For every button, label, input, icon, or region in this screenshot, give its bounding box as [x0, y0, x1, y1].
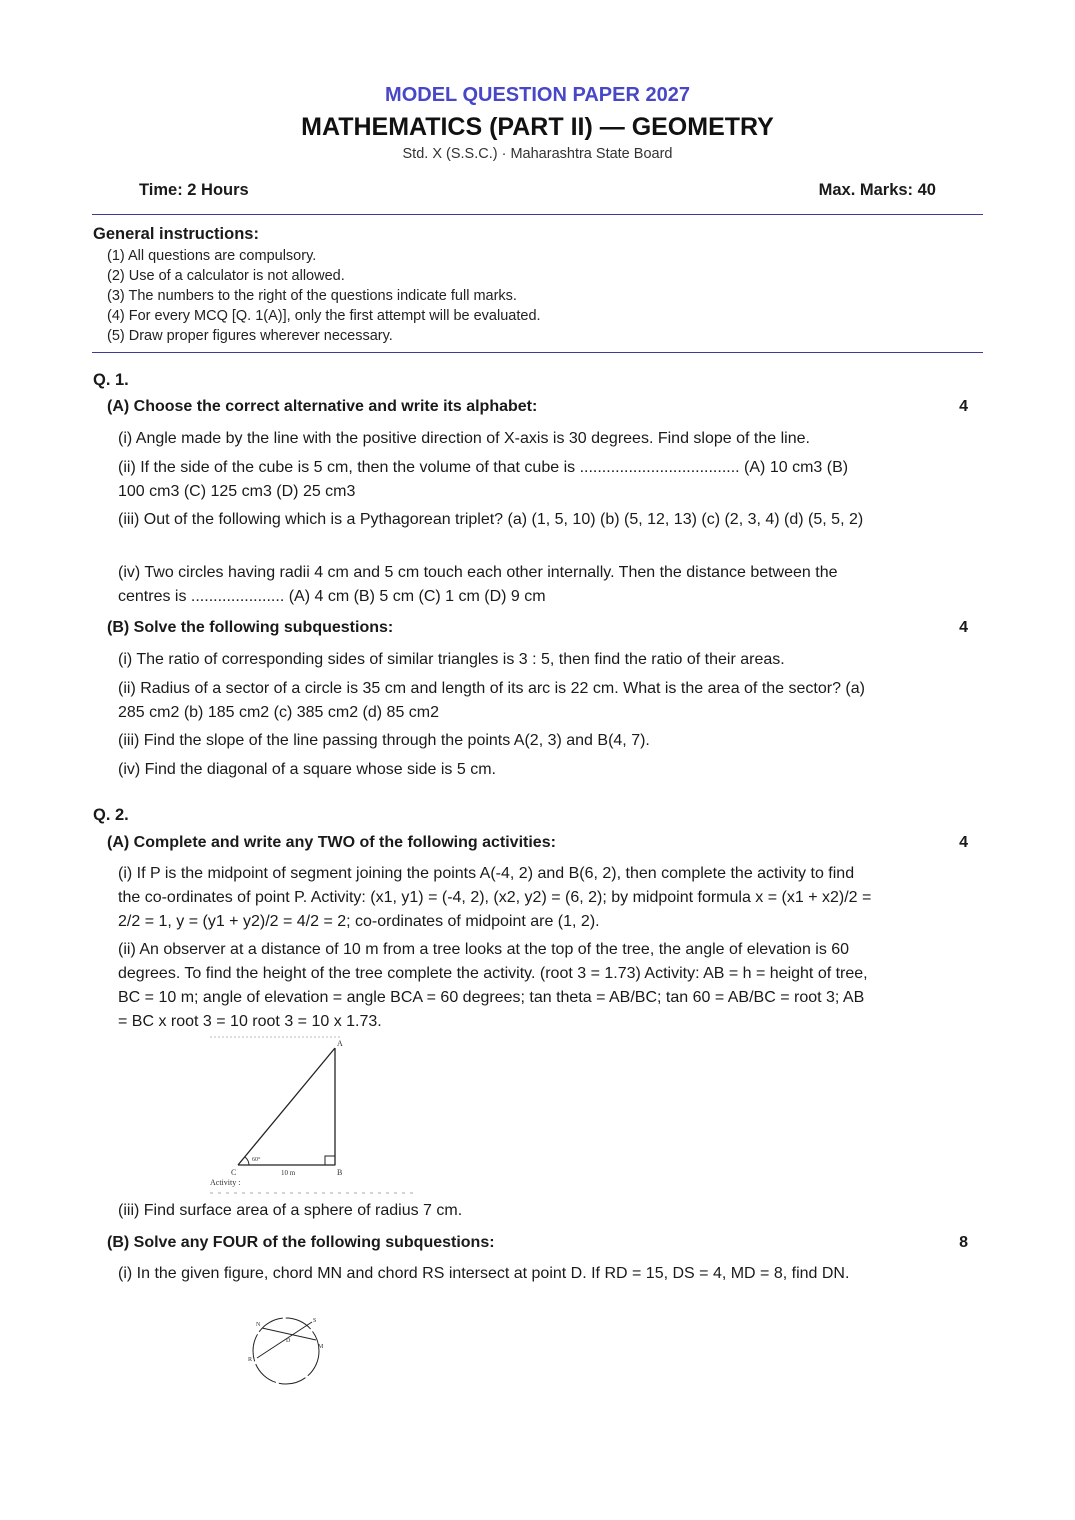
q2-b-marks: 8 [959, 1234, 968, 1251]
instructions-title: General instructions: [93, 225, 259, 243]
instructions-divider [92, 352, 983, 353]
time-label: Time: 2 Hours [139, 181, 249, 199]
board-subtitle: Std. X (S.S.C.) · Maharashtra State Board [402, 146, 673, 162]
q2-b-heading: (B) Solve any FOUR of the following subquestions: [107, 1234, 495, 1251]
header-divider [92, 214, 983, 215]
q1-a-item-3: (iii) Out of the following which is a Pythagorean triplet? (a) (1, 5, 10) (b) (5, 12, 13) (c) (2, 3, 4) (d) (5, 5, 2) [118, 511, 864, 528]
q1-b-marks: 4 [959, 619, 968, 636]
q1-b-item-4: (iv) Find the diagonal of a square whose side is 5 cm. [118, 761, 496, 778]
q2-a-marks: 4 [959, 834, 968, 851]
instructions-list [107, 246, 541, 346]
chord-rm [257, 1322, 312, 1358]
q2-a-heading: (A) Complete and write any TWO of the following activities: [107, 834, 556, 851]
instruction-item: (3) The numbers to the right of the questions indicate full marks. [107, 288, 517, 304]
label-base: 10 m [281, 1169, 296, 1177]
q1-a-heading: (A) Choose the correct alternative and write its alphabet: [107, 398, 538, 415]
label-c: C [231, 1168, 237, 1177]
q1-b-item-3: (iii) Find the slope of the line passing through the points A(2, 3) and B(4, 7). [118, 732, 650, 749]
right-angle-mark [325, 1156, 335, 1165]
label-angle: 60° [252, 1157, 261, 1163]
q1-b-heading: (B) Solve the following subquestions: [107, 619, 394, 636]
line-of-sight-ca [238, 1048, 335, 1165]
tree-triangle-figure [205, 1034, 425, 1196]
q2-a-item-3: (iii) Find surface area of a sphere of radius 7 cm. [118, 1202, 463, 1219]
label-n: N [256, 1322, 261, 1328]
q1-a-marks: 4 [959, 398, 968, 415]
label-r: R [248, 1357, 253, 1363]
q2-a-item-2: (ii) An observer at a distance of 10 m from a tree looks at the top of the tree, the angle of elevation is 60 degrees. To find the height of the tree complete the activity. (root 3 = 1.73) Activity: AB = h = height of tree, BC = 10 m; angle of elevation = angle BCA = 60 degrees; tan theta = AB/BC; tan 60 = AB/BC = root 3; AB = BC x root 3 = 10 root 3 = 10 x 1.73. [118, 941, 868, 1030]
figure-caption: Activity : [210, 1178, 241, 1187]
label-m: M [318, 1344, 324, 1350]
max-marks-label: Max. Marks: 40 [818, 181, 936, 199]
instruction-item: (5) Draw proper figures wherever necessary. [107, 328, 393, 344]
q1-a-item-1: (i) Angle made by the line with the positive direction of X-axis is 30 degrees. Find slope of the line. [118, 430, 810, 447]
q2-b-item-1: (i) In the given figure, chord MN and chord RS intersect at point D. If RD = 15, DS = 4, MD = 8, find DN. [118, 1265, 850, 1282]
q1-a-item-4: (iv) Two circles having radii 4 cm and 5 cm touch each other internally. Then the distance between the centres is ..................... (A) 4 cm (B) 5 cm (C) 1 cm (D) 9 cm [118, 564, 838, 605]
instruction-item: (2) Use of a calculator is not allowed. [107, 268, 345, 284]
label-d: D [286, 1338, 291, 1344]
label-b: B [337, 1168, 343, 1177]
angle-arc [245, 1157, 249, 1165]
q1-a-item-2: (ii) If the side of the cube is 5 cm, then the volume of that cube is .................................... (A) 10 cm3 (B) 100 cm3 (C) 125 cm3 (D) 25 cm3 [118, 459, 849, 500]
q1-b-item-2: (ii) Radius of a sector of a circle is 35 cm and length of its arc is 22 cm. What is the area of the sector? (a) 285 cm2 (b) 185 cm2 (c) 385 cm2 (d) 85 cm2 [118, 680, 865, 721]
instruction-item: (4) For every MCQ [Q. 1(A)], only the first attempt will be evaluated. [107, 308, 541, 324]
subject-title: MATHEMATICS (PART II) — GEOMETRY [301, 113, 774, 141]
q1-b-item-1: (i) The ratio of corresponding sides of similar triangles is 3 : 5, then find the ratio of their areas. [118, 651, 785, 668]
label-s: S [313, 1318, 317, 1324]
label-a: A [337, 1039, 343, 1048]
q2-a-item-1: (i) If P is the midpoint of segment joining the points A(-4, 2) and B(6, 2), then complete the activity to find the co-ordinates of point P. Activity: (x1, y1) = (-4, 2), (x2, y2) = (6, 2); by midpoint formula x = (x1 + x2)/2 = 2/2 = 1, y = (y1 + y2)/2 = 4/2 = 2; co-ordinates of midpoint are (1, 2). [118, 865, 872, 930]
question-2-label: Q. 2. [93, 806, 129, 824]
question-1-label: Q. 1. [93, 371, 129, 389]
instruction-item: (1) All questions are compulsory. [107, 248, 317, 264]
intersecting-chords-figure [240, 1312, 340, 1392]
paper-title: MODEL QUESTION PAPER 2027 [385, 84, 690, 106]
